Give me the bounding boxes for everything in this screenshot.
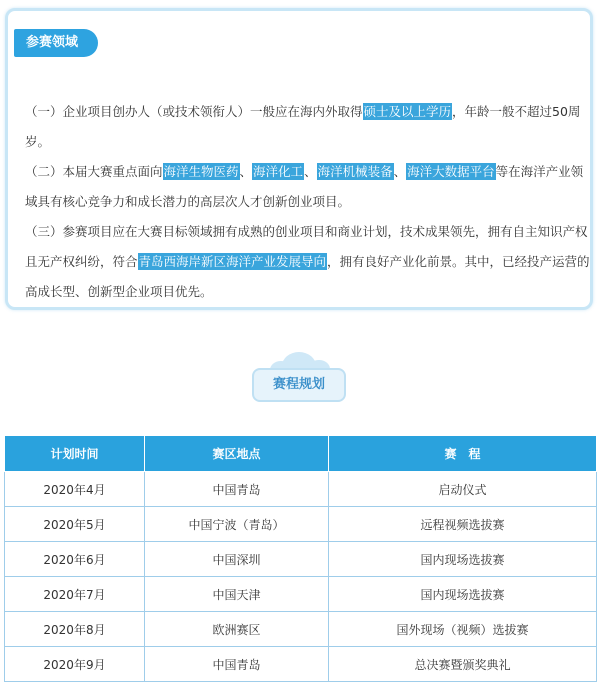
cell-location: 中国深圳 [145, 542, 329, 577]
highlight-degree: 硕士及以上学历 [363, 104, 452, 119]
text-segment: （三）参赛项目应在大赛目标领域拥有成熟的创业项目和商业计划，技术成果领先，拥有自主知识产权且无产权纠纷，符合 [25, 224, 588, 269]
cell-time: 2020年7月 [5, 577, 145, 612]
text-segment: 、 [393, 164, 407, 179]
header-time: 计划时间 [5, 436, 145, 472]
highlight-field: 海洋生物医药 [163, 164, 239, 179]
paragraph-3 [25, 217, 590, 307]
cell-stage: 国内现场选拔赛 [329, 577, 597, 612]
cell-location: 中国天津 [145, 577, 329, 612]
text-segment: 、 [304, 164, 317, 179]
cell-stage: 国内现场选拔赛 [329, 542, 597, 577]
paragraph-2 [25, 157, 590, 217]
highlight-field: 海洋化工 [253, 164, 304, 179]
schedule-title-badge [252, 352, 348, 406]
cell-time: 2020年6月 [5, 542, 145, 577]
cell-stage: 总决赛暨颁奖典礼 [329, 647, 597, 682]
cell-time: 2020年5月 [5, 507, 145, 542]
schedule-title: 赛程规划 [252, 368, 346, 402]
section-tag: 参赛领域 [14, 29, 98, 57]
table-row [5, 647, 597, 682]
table-row [5, 472, 597, 507]
eligibility-text [25, 97, 590, 307]
text-segment: ，拥有良好产业化前景。其中，已经投产运营的高成长型、创新型企业项目优先。 [25, 254, 590, 299]
cell-stage: 国外现场（视频）选拔赛 [329, 612, 597, 647]
cell-location: 中国青岛 [145, 647, 329, 682]
cell-location: 欧洲赛区 [145, 612, 329, 647]
header-stage: 赛 程 [329, 436, 597, 472]
highlight-field: 海洋大数据平台 [407, 164, 495, 179]
table-row [5, 542, 597, 577]
highlight-direction: 青岛西海岸新区海洋产业发展导向 [138, 254, 327, 269]
text-segment: （二）本届大赛重点面向 [25, 164, 163, 179]
cell-stage: 启动仪式 [329, 472, 597, 507]
cell-time: 2020年4月 [5, 472, 145, 507]
paragraph-1 [25, 97, 590, 157]
text-segment: ，年龄一般不超过50周岁。 [25, 104, 581, 149]
table-row [5, 507, 597, 542]
text-segment: 、 [239, 164, 253, 179]
header-location: 赛区地点 [145, 436, 329, 472]
highlight-field: 海洋机械装备 [317, 164, 393, 179]
table-header-row [5, 436, 597, 472]
cell-time: 2020年8月 [5, 612, 145, 647]
cell-time: 2020年9月 [5, 647, 145, 682]
schedule-table [4, 436, 597, 682]
table-row [5, 577, 597, 612]
cell-location: 中国青岛 [145, 472, 329, 507]
eligibility-card [5, 8, 593, 310]
text-segment: （一）企业项目创办人（或技术领衔人）一般应在海内外取得 [25, 104, 363, 119]
table-row [5, 612, 597, 647]
cell-location: 中国宁波（青岛） [145, 507, 329, 542]
text-segment: 等在海洋产业领域具有核心竞争力和成长潜力的高层次人才创新创业项目。 [25, 164, 584, 209]
cell-stage: 远程视频选拔赛 [329, 507, 597, 542]
